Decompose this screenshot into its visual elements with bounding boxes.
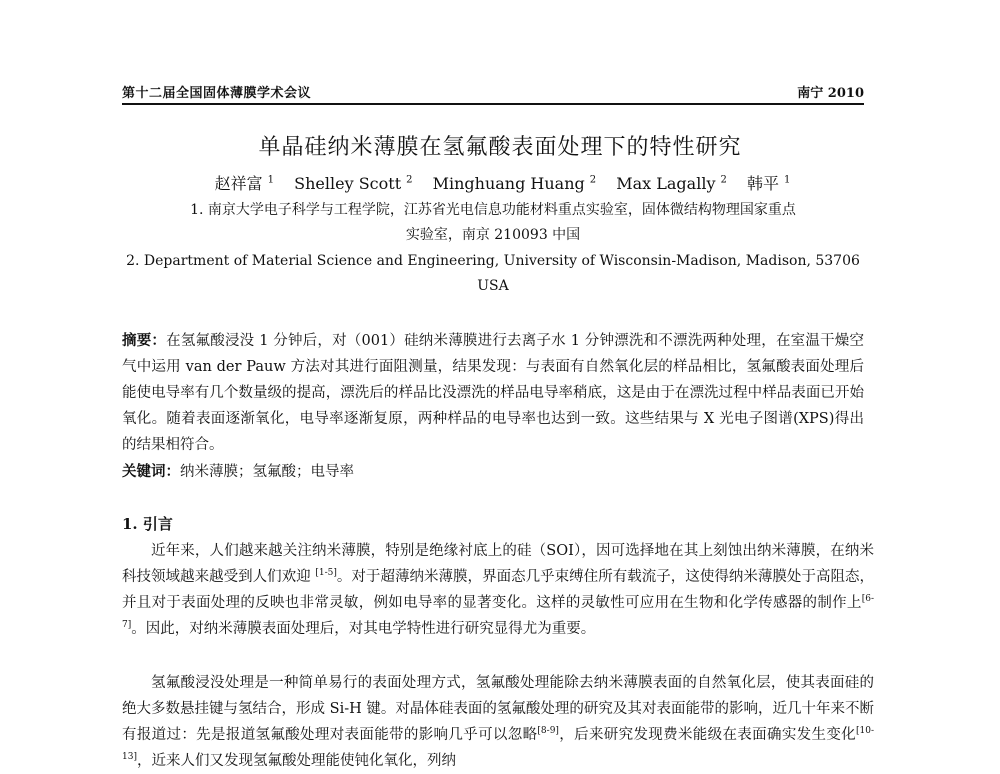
paragraph-text: 。对于超薄纳米薄膜，界面态几乎束缚住所有载流子，这使得纳米薄膜处于高阻态，并且对于表面处理的反映也非常灵敏，例如电导率的显著变化。这样的灵敏性可应用在生物和化学传感器的制作上 — [122, 569, 875, 611]
citation: [1-5] — [315, 568, 337, 579]
section-heading-introduction: 1. 引言 — [122, 515, 173, 533]
intro-paragraph-1 — [122, 538, 874, 642]
abstract — [122, 328, 864, 458]
running-header — [122, 82, 864, 102]
header-rule — [122, 103, 864, 105]
abstract-label: 摘要： — [122, 332, 167, 349]
citation: [6-7] — [122, 594, 874, 631]
affiliation-1 — [122, 198, 864, 248]
author — [210, 174, 274, 193]
author-name: Max Lagally — [616, 174, 716, 193]
author — [289, 174, 412, 193]
author-name: 赵祥富 — [214, 174, 263, 193]
affiliation-2-line-2: USA — [477, 278, 509, 294]
author-name: Shelley Scott — [294, 174, 402, 193]
conference-location-year: 南宁 2010 — [797, 86, 864, 101]
affiliation-mark: 2 — [406, 174, 413, 186]
citation: [10-13] — [122, 726, 875, 763]
affiliation-mark: 1 — [267, 174, 275, 186]
paragraph-text: 近年来，人们越来越关注纳米薄膜，特别是绝缘衬底上的硅（SOI），因可选择地在其上刻蚀出纳米薄膜，在纳米科技领域越来越受到人们欢迎 — [122, 543, 874, 585]
paragraph-text: 氢氟酸浸没处理是一种简单易行的表面处理方式，氢氟酸处理能除去纳米薄膜表面的自然氧化层，使其表面硅的绝大多数悬挂键与氢结合，形成 Si-H 键。对晶体硅表面的氢氟酸处理的研究及其对表面能带的影响，近几十年来不断有报道过：先是报道氢氟酸处理对表面能带的影响几乎可以忽略 — [122, 675, 874, 743]
conference-name: 第十二届全国固体薄膜学术会议 — [122, 86, 312, 101]
intro-paragraph-2 — [122, 670, 874, 774]
affiliation-mark: 2 — [589, 174, 597, 186]
keywords-label: 关键词： — [122, 463, 180, 480]
abstract-text: 在氢氟酸浸没 1 分钟后，对（001）硅纳米薄膜进行去离子水 1 分钟漂洗和不漂洗两种处理，在室温干燥空气中运用 van der Pauw 方法对其进行面阻测量，结果发现：与表面有自然氧化层的样品相比，氢氟酸表面处理后能使电导率有几个数量级的提高，漂洗后的样品比没漂洗的样品电导率稍底，这是由于在漂洗过程中样品表面已开始氧化。随着表面逐渐氧化，电导率逐渐复原，两种样品的电导率也达到一致。这些结果与 X 光电子图谱(XPS)得出的结果相符合。 — [122, 333, 865, 453]
affiliation-2 — [122, 249, 864, 299]
author-name: Minghuang Huang — [432, 174, 585, 193]
keywords — [122, 460, 864, 481]
affiliation-mark: 1 — [783, 174, 791, 186]
keywords-text: 纳米薄膜；氢氟酸；电导率 — [180, 464, 354, 480]
citation: [8-9] — [537, 726, 559, 737]
author — [742, 174, 790, 193]
affiliation-1-line-1: 1. 南京大学电子科学与工程学院，江苏省光电信息功能材料重点实验室，固体微结构物理国家重点 — [190, 202, 796, 218]
affiliation-mark: 2 — [720, 174, 727, 186]
author — [428, 174, 597, 193]
paragraph-text: ，后来研究发现费米能级在表面确实发生变化 — [558, 727, 856, 743]
author-list — [0, 171, 1000, 194]
affiliation-1-line-2: 实验室，南京 210093 中国 — [405, 227, 581, 243]
paragraph-text: ，近来人们又发现氢氟酸处理能使钝化氧化，列纳 — [136, 753, 456, 769]
author-name: 韩平 — [746, 174, 779, 193]
paper-title: 单晶硅纳米薄膜在氢氟酸表面处理下的特性研究 — [258, 135, 742, 160]
paragraph-text: 。因此，对纳米薄膜表面处理后，对其电学特性进行研究显得尤为重要。 — [131, 621, 596, 637]
affiliation-2-line-1: 2. Department of Material Science and Engineering, University of Wisconsin-Madison, Madison, 53706 — [126, 253, 860, 269]
author — [611, 174, 727, 193]
